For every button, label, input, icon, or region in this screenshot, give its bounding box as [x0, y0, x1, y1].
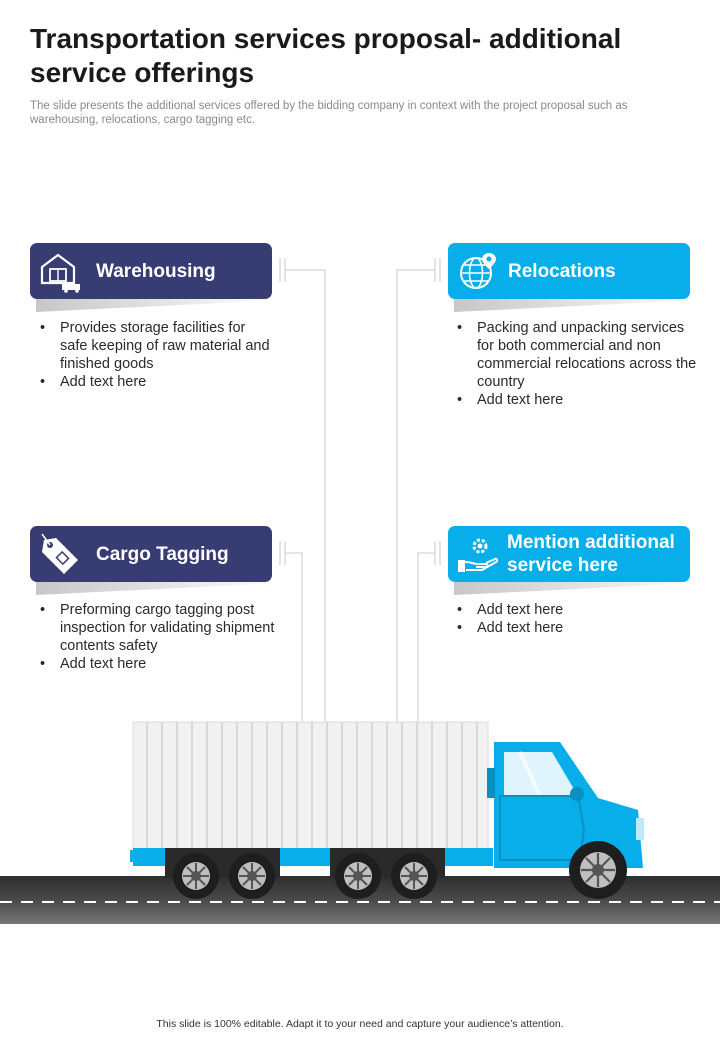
bullet-item: • Preforming cargo tagging post inspection for validating shipment contents safety — [30, 601, 280, 655]
card-cargo-tagging — [30, 526, 272, 582]
card-title: Cargo Tagging — [96, 543, 229, 565]
card-relocations — [448, 243, 690, 299]
page-title: Transportation services proposal- additional service offerings — [30, 23, 622, 88]
card-warehousing — [30, 243, 272, 299]
card-title: Mention additional service here — [507, 532, 675, 576]
card-title: Relocations — [508, 260, 616, 282]
bullet-item: • Add text here — [447, 391, 697, 409]
bullet-item: • Add text here — [447, 601, 687, 619]
card-additional-service — [448, 526, 690, 582]
warehousing-bullets — [30, 319, 270, 391]
truck-illustration — [0, 700, 720, 940]
bullet-item: • Provides storage facilities for safe keeping of raw material and finished goods — [30, 319, 270, 373]
tag-icon — [38, 532, 82, 576]
cargo-tagging-bullets — [30, 601, 280, 673]
relocations-bullets — [447, 319, 697, 409]
page-subtitle: The slide presents the additional services offered by the bidding company in context with the project proposal such as warehousing, relocations, cargo tagging etc. — [30, 100, 628, 126]
card-title: Warehousing — [96, 260, 216, 282]
trailer-container — [133, 722, 488, 850]
bullet-item: • Add text here — [447, 619, 687, 637]
globe-location-icon — [456, 249, 500, 293]
additional-bullets — [447, 601, 687, 637]
footer-note: This slide is 100% editable. Adapt it to your need and capture your audience’s attention. — [156, 1018, 564, 1030]
warehouse-icon — [38, 249, 82, 293]
bullet-item: • Add text here — [30, 373, 270, 391]
hand-gear-icon — [456, 532, 500, 576]
bullet-item: • Packing and unpacking services for both commercial and non commercial relocations across the country — [447, 319, 697, 391]
bullet-item: • Add text here — [30, 655, 280, 673]
